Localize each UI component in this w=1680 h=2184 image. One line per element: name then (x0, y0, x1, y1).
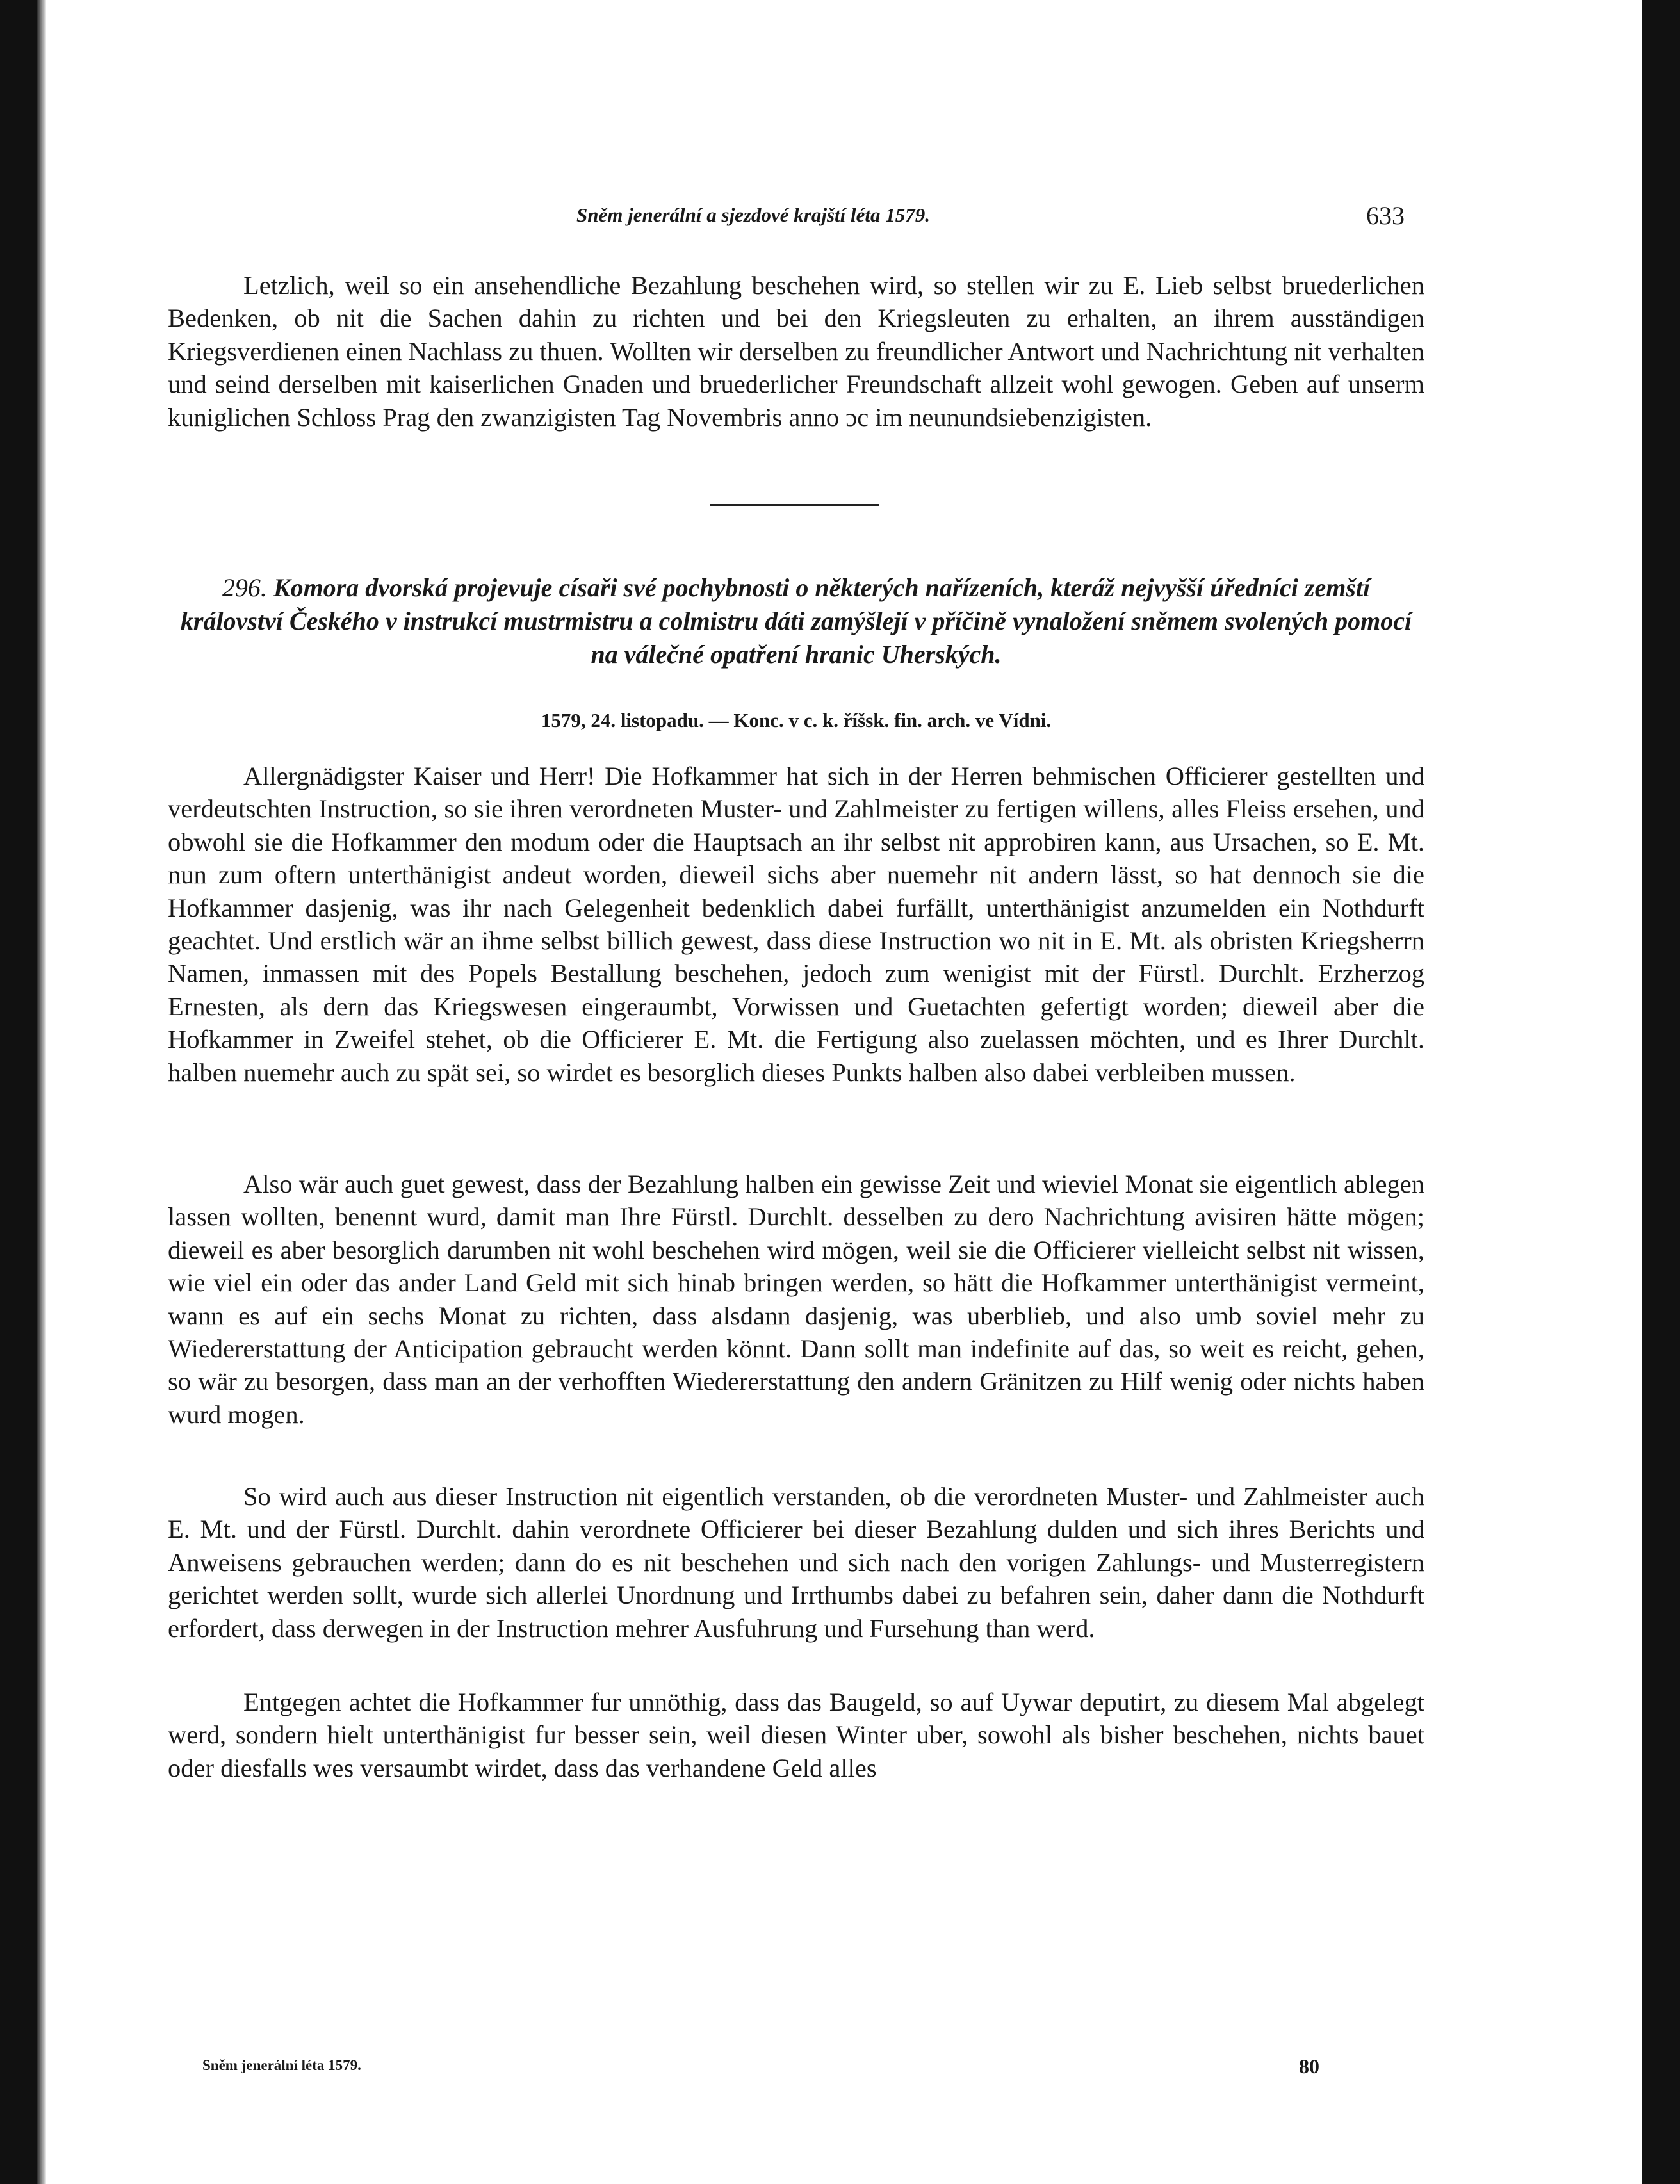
page-number: 633 (1366, 201, 1405, 230)
signature-number: 80 (1299, 2055, 1319, 2078)
document-number: 296. (222, 573, 267, 602)
section-divider (710, 504, 879, 506)
document-heading (168, 571, 1424, 671)
closing-paragraph: Letzlich, weil so ein ansehendliche Bezahlung beschehen wird, so stellen wir zu E. Lieb selbst bruederlichen Bedenken, ob nit die Sachen dahin zu richten und bei den Kriegsleuten zu erhalten, an ihrem ausständigen Kriegsverdienen einen Nachlass zu thuen. Wollten wir derselben zu freundlicher Antwort und Nachrichtung nit verhalten und seind derselben mit kaiserlichen Gnaden und bruederlicher Freundschaft allzeit wohl gewogen. Geben auf unserm kuniglichen Schloss Prag den zwanzigisten Tag Novembris anno ɔc im neunundsiebenzigisten. (168, 271, 1424, 432)
body-paragraph: Allergnädigster Kaiser und Herr! Die Hofkammer hat sich in der Herren behmischen Officierer gestellten und verdeutschten Instruction, so sie ihren verordneten Muster- und Zahlmeister zu fertigen willens, alles Fleiss ersehen, und obwohl sie die Hofkammer den modum oder die Hauptsach an ihr selbst nit approbiren kann, aus Ursachen, so E. Mt. nun zum oftern unterthänigist andeut worden, dieweil sichs aber nuemehr nit andern lässt, so hat dennoch sie die Hofkammer dasjenig, was ihr nach Gelegenheit bedenklich dabei furfällt, unterthänigist anzumelden ein Nothdurft geachtet. Und erstlich wär an ihme selbst billich gewest, dass diese Instruction wo nit in E. Mt. als obristen Kriegsherrn Namen, inmassen mit des Popels Bestallung beschehen, jedoch zum wenigist mit der Fürstl. Durchlt. Erzherzog Ernesten, als dern das Kriegswesen eingeraumbt, Vorwissen und Guetachten gefertigt worden; dieweil aber die Hofkammer in Zweifel stehet, ob die Officierer E. Mt. die Fertigung also zuelassen möchten, und es Ihrer Durchlt. halben nuemehr auch zu spät sei, so wirdet es besorglich dieses Punkts halben also dabei verbleiben mussen. (168, 762, 1424, 1087)
signature-mark: Sněm jenerální léta 1579. (202, 2057, 361, 2073)
running-title: Sněm jenerální a sjezdové krajští léta 1579. (576, 204, 930, 226)
page-edge-shadow (37, 0, 46, 2184)
document-title: Komora dvorská projevuje císaři své pochybnosti o některých nařízeních, kteráž nejvyšší úředníci zemští království Českého v instrukcí mustrmistru a colmistru dáti zamýšlejí v příčině vynaložení sněmem svolených pomocí na válečné opatření hranic Uherských. (180, 573, 1412, 669)
body-paragraph: Also wär auch guet gewest, dass der Bezahlung halben ein gewisse Zeit und wieviel Monat sie eigentlich ablegen lassen wollten, benennt wurd, damit man Ihre Fürstl. Durchlt. desselben zu dero Nachrichtung avisiren hätte mögen; dieweil es aber besorglich darumben nit wohl beschehen wird mögen, weil sie die Officierer vielleicht selbst nit wissen, wie viel ein oder das ander Land Geld mit sich hinab bringen werden, so hätt die Hofkammer unterthänigist vermeint, wann es auf ein sechs Monat zu richten, dass alsdann dasjenig, was uberblieb, und also umb soviel mehr zu Wiedererstattung der Anticipation gebraucht werden könnt. Dann sollt man indefinite auf das, so weit es reicht, gehen, so wär zu besorgen, dass man an der verhofften Wiedererstattung den andern Gränitzen zu Hilf wenig oder nichts haben wurd mogen. (168, 1169, 1424, 1429)
body-paragraph: So wird auch aus dieser Instruction nit eigentlich verstanden, ob die verordneten Muster- und Zahlmeister auch E. Mt. und der Fürstl. Durchlt. dahin verordnete Officierer bei dieser Bezahlung dulden und sich ihres Berichts und Anweisens gebrauchen werden; dann do es nit beschehen und sich nach den vorigen Zahlungs- und Musterregistern gerichtet werden sollt, wurde sich allerlei Unordnung und Irrthumbs dabei zu befahren sein, daher dann die Nothdurft erfordert, dass derwegen in der Instruction mehrer Ausfuhrung und Fursehung than werd. (168, 1482, 1424, 1643)
body-paragraph: Entgegen achtet die Hofkammer fur unnöthig, dass das Baugeld, so auf Uywar deputirt, zu diesem Mal abgelegt werd, sondern hielt unterthänigist fur besser sein, weil diesen Winter uber, sowohl als bisher beschehen, nichts bauet oder diesfalls wes versaumbt wirdet, dass das verhandene Geld alles (168, 1688, 1424, 1782)
document-source: 1579, 24. listopadu. — Konc. v c. k. říšsk. fin. arch. ve Vídni. (541, 709, 1052, 731)
